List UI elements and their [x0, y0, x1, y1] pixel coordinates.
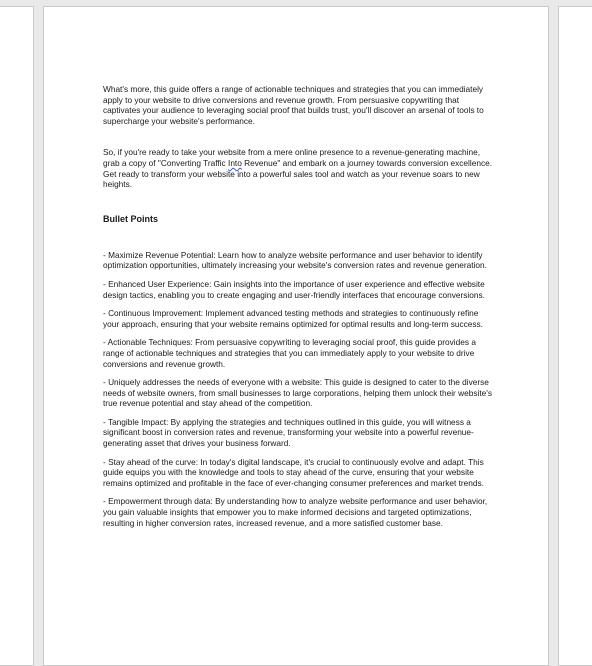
- previous-page-edge[interactable]: [0, 6, 34, 666]
- bullet-point[interactable]: - Enhanced User Experience: Gain insights into the importance of user experience and effective website design tactics, enabling you to create engaging and user-friendly interfaces that encourage conversions.: [103, 278, 485, 300]
- bullet-point[interactable]: - Tangible Impact: By applying the strategies and techniques outlined in this guide, you will witness a significant boost in conversion rates and revenue, transforming your website into a powerful revenue-generating asset that drives your business forward.: [103, 416, 474, 449]
- bullet-point[interactable]: - Maximize Revenue Potential: Learn how to analyze website performance and user behavior to identify optimization opportunities, ultimately increasing your website's conversion rates and revenue generation.: [103, 249, 487, 271]
- bullet-point[interactable]: - Continuous Improvement: Implement advanced testing methods and strategies to continuously refine your approach, ensuring that your website remains optimized for optimal results and long-term success.: [103, 308, 483, 329]
- bullet-point[interactable]: - Stay ahead of the curve: In today's digital landscape, it's crucial to continuously evolve and adapt. This guide equips you with the knowledge and tools to stay ahead of the curve, ensuring that your website remains optimized and profitable in the face of ever-changing consumer preferences and market trends.: [103, 456, 484, 488]
- bullet-point[interactable]: - Uniquely addresses the needs of everyone with a website: This guide is designed to cater to the diverse needs of website owners, from small businesses to large corporations, helping them unlock their website's true revenue potential and stay ahead of the competition.: [103, 377, 492, 409]
- paragraph-call-to-action[interactable]: [103, 147, 493, 189]
- spellcheck-flagged-word[interactable]: Into: [228, 157, 242, 168]
- next-page-edge[interactable]: [558, 6, 592, 666]
- paragraph-text-after: Revenue" and embark on a journey towards conversion excellence. Get ready to transform your website into a powerful sales tool and watch as your revenue soars to new heights.: [103, 157, 493, 190]
- paragraph-text-before: So, if you're ready to take your website from a mere online presence to a revenue-generating machine, grab a copy of "Converting Traffic: [103, 147, 480, 168]
- page-content[interactable]: [103, 84, 493, 536]
- bullet-point[interactable]: - Actionable Techniques: From persuasive copywriting to leveraging social proof, this guide provides a range of actionable techniques and strategies that you can immediately apply to your website to drive conversions and revenue growth.: [103, 337, 476, 369]
- document-page[interactable]: [43, 6, 549, 666]
- section-heading[interactable]: Bullet Points: [103, 213, 159, 224]
- bullet-point[interactable]: - Empowerment through data: By understanding how to analyze website performance and user behavior, you gain valuable insights that empower you to make informed decisions and targeted optimizations, resulting in higher conversion rates, increased revenue, and a more satisfied customer base.: [103, 496, 488, 528]
- paragraph-intro[interactable]: What's more, this guide offers a range of actionable techniques and strategies that you can immediately apply to your website to drive conversions and revenue growth. From persuasive copywriting that captivates your audience to leveraging social proof that builds trust, you'll discover an arsenal of tools to supercharge your website's performance.: [103, 84, 484, 126]
